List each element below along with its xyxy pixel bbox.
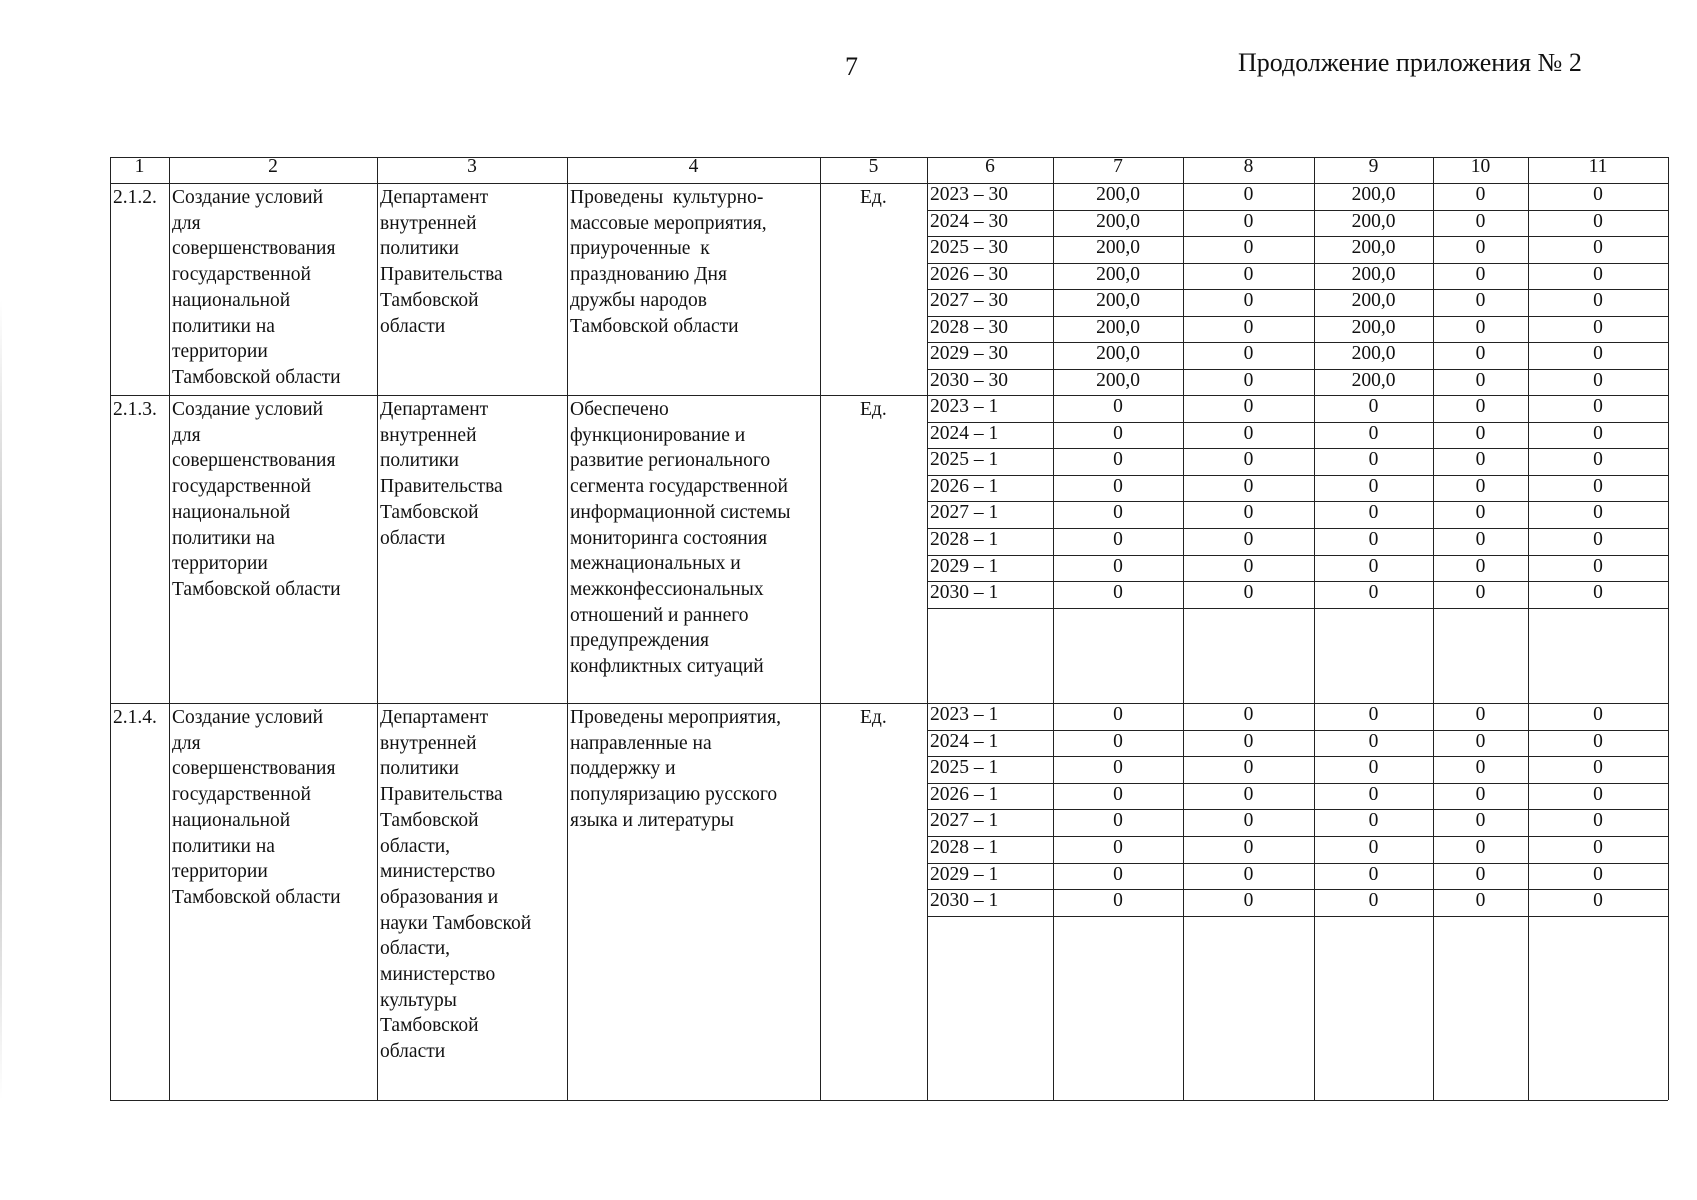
value-cell: 0 [1593,290,1603,311]
executor-text: Департамент внутренней политики Правительства Тамбовской области [380,187,503,337]
value-cell: 0 [1243,757,1254,779]
value-cell: 0 [1113,704,1123,725]
value-cell: 0 [1593,757,1603,779]
value-cell: 0 [1243,582,1254,604]
column-divider [567,157,568,1100]
value-cell: 0 [1593,449,1603,471]
value-cell: 200,0 [1096,343,1140,364]
value-cell: 0 [1475,396,1486,417]
value-cell: 0 [1113,502,1123,524]
column-divider [1053,157,1054,1100]
value-cell: 200,0 [1096,316,1140,338]
year-row-border [927,422,1668,423]
value-cell: 0 [1475,582,1486,604]
value-cell: 0 [1368,704,1379,725]
year-cell: 2026 – 30 [930,263,1008,285]
value-cell: 200,0 [1351,210,1396,232]
value-cell: 0 [1113,396,1123,417]
continuation-label: Продолжение приложения № 2 [1238,48,1582,77]
value-cell: 200,0 [1096,210,1140,232]
year-cell: 2027 – 1 [930,810,999,832]
value-cell: 0 [1113,810,1123,832]
year-cell: 2030 – 30 [930,369,1008,391]
value-cell: 0 [1113,863,1123,885]
value-cell: 0 [1243,890,1254,912]
value-cell: 0 [1593,582,1603,604]
year-row-border [927,210,1668,211]
value-cell: 0 [1475,730,1486,752]
year-cell: 2029 – 1 [930,555,999,577]
column-header: 4 [688,156,699,177]
value-cell: 200,0 [1351,290,1396,311]
row-border [110,1100,1668,1101]
year-cell: 2024 – 1 [930,422,999,444]
year-cell: 2025 – 1 [930,757,999,779]
value-cell: 0 [1368,422,1379,444]
year-row-border [927,395,1668,396]
value-cell: 0 [1368,730,1379,752]
year-row-border [927,289,1668,290]
value-cell: 0 [1243,730,1254,752]
year-row-border [927,730,1668,731]
value-cell: 0 [1475,369,1486,391]
value-cell: 200,0 [1351,316,1396,338]
column-divider [927,157,928,1100]
value-cell: 0 [1368,757,1379,779]
year-cell: 2024 – 30 [930,210,1008,232]
value-cell: 0 [1368,529,1379,550]
column-header: 10 [1470,156,1491,177]
value-cell: 0 [1243,704,1254,725]
value-cell: 0 [1593,316,1603,338]
value-cell: 0 [1593,237,1603,258]
value-cell: 0 [1475,555,1486,577]
header-bottom-border [110,183,1668,184]
year-row-border [927,369,1668,370]
year-cell: 2028 – 30 [930,316,1008,338]
value-cell: 0 [1113,730,1123,752]
value-cell: 200,0 [1351,343,1396,364]
value-cell: 0 [1368,863,1379,885]
value-cell: 0 [1475,184,1486,205]
row-code: 2.1.4. [113,707,157,728]
value-cell: 0 [1593,890,1603,912]
value-cell: 0 [1243,449,1254,471]
year-cell: 2024 – 1 [930,730,999,752]
column-divider [110,157,111,1100]
value-cell: 0 [1475,502,1486,524]
value-cell: 0 [1243,263,1254,285]
result-text: Проведены культурно- массовые мероприятия, приуроченные к празднованию Дня дружбы народов Тамбовской области [570,187,767,337]
value-cell: 200,0 [1351,237,1396,258]
value-cell: 0 [1593,704,1603,725]
year-row-border [927,916,1668,917]
value-cell: 0 [1243,475,1254,497]
value-cell: 0 [1243,343,1254,364]
value-cell: 0 [1243,237,1254,258]
year-row-border [927,809,1668,810]
value-cell: 0 [1593,343,1603,364]
value-cell: 0 [1243,184,1254,205]
task-text: Создание условий для совершенствования государственной национальной политики на территории Тамбовской области [172,707,341,908]
value-cell: 0 [1475,475,1486,497]
year-row-border [927,316,1668,317]
value-cell: 0 [1243,210,1254,232]
value-cell: 0 [1475,863,1486,885]
value-cell: 200,0 [1096,184,1140,205]
value-cell: 0 [1368,890,1379,912]
value-cell: 0 [1593,475,1603,497]
row-code: 2.1.2. [113,187,157,208]
value-cell: 0 [1593,783,1603,805]
value-cell: 0 [1243,422,1254,444]
value-cell: 0 [1368,555,1379,577]
value-cell: 0 [1243,396,1254,417]
value-cell: 0 [1113,529,1123,550]
year-row-border [927,528,1668,529]
value-cell: 0 [1593,369,1603,391]
value-cell: 0 [1243,555,1254,577]
year-row-border [927,448,1668,449]
page-number: 7 [845,52,858,81]
year-cell: 2030 – 1 [930,890,999,912]
value-cell: 0 [1593,210,1603,232]
value-cell: 0 [1113,837,1123,858]
column-header: 6 [985,156,995,177]
value-cell: 0 [1475,237,1486,258]
year-cell: 2023 – 1 [930,396,999,417]
year-row-border [927,501,1668,502]
value-cell: 0 [1243,316,1254,338]
year-row-border [927,889,1668,890]
value-cell: 0 [1475,449,1486,471]
value-cell: 0 [1593,263,1603,285]
year-row-border [927,475,1668,476]
value-cell: 0 [1113,783,1123,805]
value-cell: 0 [1243,783,1254,805]
value-cell: 0 [1243,810,1254,832]
value-cell: 0 [1593,837,1603,858]
value-cell: 0 [1593,502,1603,524]
value-cell: 0 [1593,555,1603,577]
value-cell: 0 [1243,837,1254,858]
column-header: 3 [467,156,477,177]
year-cell: 2027 – 30 [930,290,1008,311]
unit-text: Ед. [860,399,887,420]
value-cell: 200,0 [1351,263,1396,285]
executor-text: Департамент внутренней политики Правительства Тамбовской области, министерство образования и науки Тамбовской области, министерство культуры Тамбовской области [380,707,532,1063]
year-cell: 2026 – 1 [930,783,999,805]
year-cell: 2029 – 1 [930,863,999,885]
year-row-border [927,863,1668,864]
year-row-border [927,783,1668,784]
value-cell: 0 [1243,863,1254,885]
year-row-border [927,608,1668,609]
executor-text: Департамент внутренней политики Правительства Тамбовской области [380,399,503,549]
year-row-border [927,236,1668,237]
value-cell: 0 [1593,422,1603,444]
value-cell: 200,0 [1096,237,1140,258]
value-cell: 0 [1368,502,1379,524]
value-cell: 200,0 [1351,184,1396,205]
column-divider [1183,157,1184,1100]
column-divider [1433,157,1434,1100]
unit-text: Ед. [860,707,887,728]
value-cell: 0 [1475,316,1486,338]
column-header: 11 [1588,156,1608,177]
year-cell: 2030 – 1 [930,582,999,604]
result-text: Проведены мероприятия, направленные на поддержку и популяризацию русского языка и литературы [570,707,781,831]
column-divider [377,157,378,1100]
year-cell: 2023 – 30 [930,184,1008,205]
column-header: 5 [868,156,879,177]
value-cell: 0 [1243,529,1254,550]
value-cell: 0 [1475,837,1486,858]
value-cell: 0 [1368,396,1379,417]
value-cell: 0 [1475,890,1486,912]
value-cell: 0 [1475,704,1486,725]
row-border [110,703,1668,704]
column-header: 7 [1113,156,1123,177]
value-cell: 0 [1475,529,1486,550]
value-cell: 0 [1368,837,1379,858]
value-cell: 0 [1368,810,1379,832]
value-cell: 0 [1113,555,1123,577]
year-cell: 2025 – 30 [930,237,1008,258]
year-row-border [927,263,1668,264]
year-row-border [927,342,1668,343]
value-cell: 200,0 [1096,263,1140,285]
column-header: 1 [134,156,145,177]
column-header: 8 [1243,156,1254,177]
column-header: 9 [1368,156,1379,177]
year-cell: 2027 – 1 [930,502,999,524]
value-cell: 0 [1475,783,1486,805]
value-cell: 0 [1113,890,1123,912]
year-cell: 2028 – 1 [930,837,999,858]
value-cell: 0 [1243,369,1254,391]
year-cell: 2029 – 30 [930,343,1008,364]
value-cell: 0 [1475,263,1486,285]
value-cell: 0 [1475,422,1486,444]
year-row-border [927,756,1668,757]
value-cell: 0 [1113,582,1123,604]
value-cell: 0 [1593,810,1603,832]
year-cell: 2023 – 1 [930,704,999,725]
year-row-border [927,555,1668,556]
value-cell: 0 [1593,863,1603,885]
year-row-border [927,836,1668,837]
value-cell: 0 [1593,730,1603,752]
task-text: Создание условий для совершенствования государственной национальной политики на территории Тамбовской области [172,187,341,388]
value-cell: 200,0 [1096,369,1140,391]
year-cell: 2025 – 1 [930,449,999,471]
value-cell: 0 [1368,475,1379,497]
year-cell: 2028 – 1 [930,529,999,550]
column-divider [1314,157,1315,1100]
column-header: 2 [268,156,278,177]
value-cell: 0 [1475,210,1486,232]
value-cell: 200,0 [1096,290,1140,311]
value-cell: 0 [1475,810,1486,832]
value-cell: 0 [1475,343,1486,364]
value-cell: 200,0 [1351,369,1396,391]
unit-text: Ед. [860,187,887,208]
value-cell: 0 [1243,502,1254,524]
value-cell: 0 [1593,184,1603,205]
value-cell: 0 [1593,529,1603,550]
value-cell: 0 [1243,290,1254,311]
value-cell: 0 [1368,449,1379,471]
value-cell: 0 [1475,757,1486,779]
column-divider [169,157,170,1100]
value-cell: 0 [1113,422,1123,444]
scan-edge [0,300,2,1100]
value-cell: 0 [1113,449,1123,471]
value-cell: 0 [1113,475,1123,497]
year-row-border [927,581,1668,582]
row-code: 2.1.3. [113,399,157,420]
year-cell: 2026 – 1 [930,475,999,497]
value-cell: 0 [1368,783,1379,805]
column-divider [1528,157,1529,1100]
value-cell: 0 [1368,582,1379,604]
result-text: Обеспечено функционирование и развитие регионального сегмента государственной информационной системы мониторинга состояния межнациональных и межконфессиональных отношений и раннего предупреждения конфликтных ситуаций [570,399,791,678]
task-text: Создание условий для совершенствования государственной национальной политики на территории Тамбовской области [172,399,341,600]
column-divider [1668,157,1669,1100]
value-cell: 0 [1113,757,1123,779]
value-cell: 0 [1475,290,1486,311]
value-cell: 0 [1593,396,1603,417]
